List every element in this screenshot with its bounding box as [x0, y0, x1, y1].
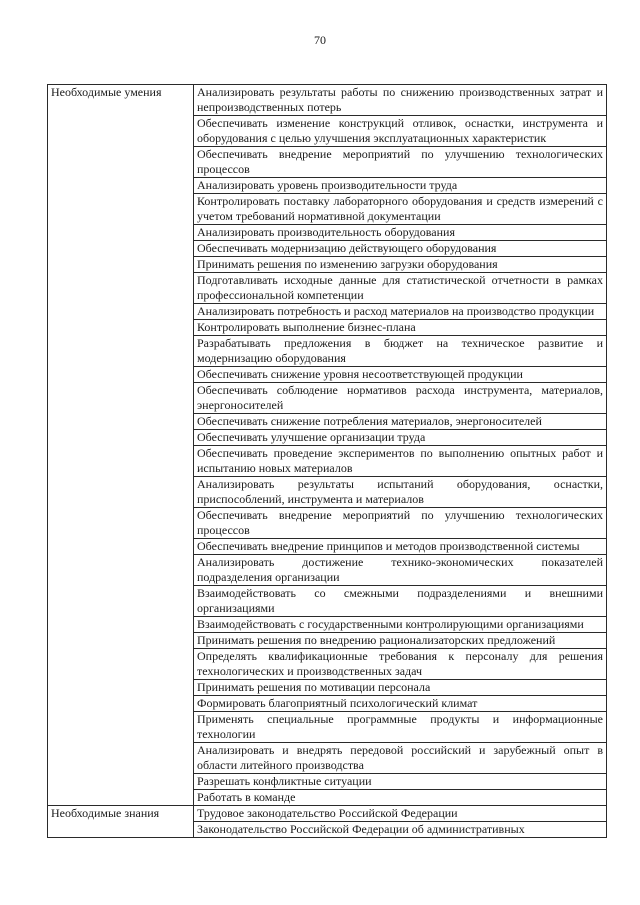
requirement-item: Обеспечивать улучшение организации труда — [194, 430, 607, 446]
requirement-item: Определять квалификационные требования к персоналу для решения технологических и производственных задач — [194, 649, 607, 680]
requirement-item: Анализировать результаты работы по снижению производственных затрат и непроизводственных потерь — [194, 85, 607, 116]
section-label: Необходимые знания — [48, 806, 194, 838]
requirement-item: Обеспечивать изменение конструкций отливок, оснастки, инструмента и оборудования с целью улучшения эксплуатационных характеристик — [194, 116, 607, 147]
requirements-table-body — [48, 85, 607, 838]
requirement-item: Законодательство Российской Федерации об административных — [194, 822, 607, 838]
requirement-item: Принимать решения по мотивации персонала — [194, 680, 607, 696]
requirement-item: Взаимодействовать с государственными контролирующими организациями — [194, 617, 607, 633]
requirement-item: Обеспечивать снижение потребления материалов, энергоносителей — [194, 414, 607, 430]
requirement-item: Разрабатывать предложения в бюджет на техническое развитие и модернизацию оборудования — [194, 336, 607, 367]
requirement-item: Работать в команде — [194, 790, 607, 806]
section-label: Необходимые умения — [48, 85, 194, 806]
requirement-item: Контролировать поставку лабораторного оборудования и средств измерений с учетом требований нормативной документации — [194, 194, 607, 225]
requirement-item: Контролировать выполнение бизнес-плана — [194, 320, 607, 336]
requirement-item: Принимать решения по внедрению рационализаторских предложений — [194, 633, 607, 649]
requirement-item: Взаимодействовать со смежными подразделениями и внешними организациями — [194, 586, 607, 617]
requirement-item: Обеспечивать модернизацию действующего оборудования — [194, 241, 607, 257]
requirement-item: Обеспечивать внедрение мероприятий по улучшению технологических процессов — [194, 508, 607, 539]
requirement-item: Анализировать производительность оборудования — [194, 225, 607, 241]
requirement-item: Применять специальные программные продукты и информационные технологии — [194, 712, 607, 743]
requirement-item: Анализировать результаты испытаний оборудования, оснастки, приспособлений, инструмента и материалов — [194, 477, 607, 508]
table-row — [48, 806, 607, 822]
requirement-item: Обеспечивать соблюдение нормативов расхода инструмента, материалов, энергоносителей — [194, 383, 607, 414]
requirement-item: Анализировать уровень производительности труда — [194, 178, 607, 194]
requirement-item: Трудовое законодательство Российской Федерации — [194, 806, 607, 822]
requirement-item: Обеспечивать внедрение принципов и методов производственной системы — [194, 539, 607, 555]
requirement-item: Разрешать конфликтные ситуации — [194, 774, 607, 790]
requirement-item: Принимать решения по изменению загрузки оборудования — [194, 257, 607, 273]
requirement-item: Обеспечивать снижение уровня несоответствующей продукции — [194, 367, 607, 383]
requirement-item: Анализировать достижение технико-экономических показателей подразделения организации — [194, 555, 607, 586]
requirement-item: Подготавливать исходные данные для статистической отчетности в рамках профессиональной компетенции — [194, 273, 607, 304]
page-number: 70 — [314, 33, 326, 47]
requirements-table — [47, 84, 607, 838]
requirement-item: Обеспечивать проведение экспериментов по выполнению опытных работ и испытанию новых материалов — [194, 446, 607, 477]
requirement-item: Анализировать потребность и расход материалов на производство продукции — [194, 304, 607, 320]
requirement-item: Анализировать и внедрять передовой российский и зарубежный опыт в области литейного производства — [194, 743, 607, 774]
table-row — [48, 85, 607, 116]
requirement-item: Обеспечивать внедрение мероприятий по улучшению технологических процессов — [194, 147, 607, 178]
requirement-item: Формировать благоприятный психологический климат — [194, 696, 607, 712]
